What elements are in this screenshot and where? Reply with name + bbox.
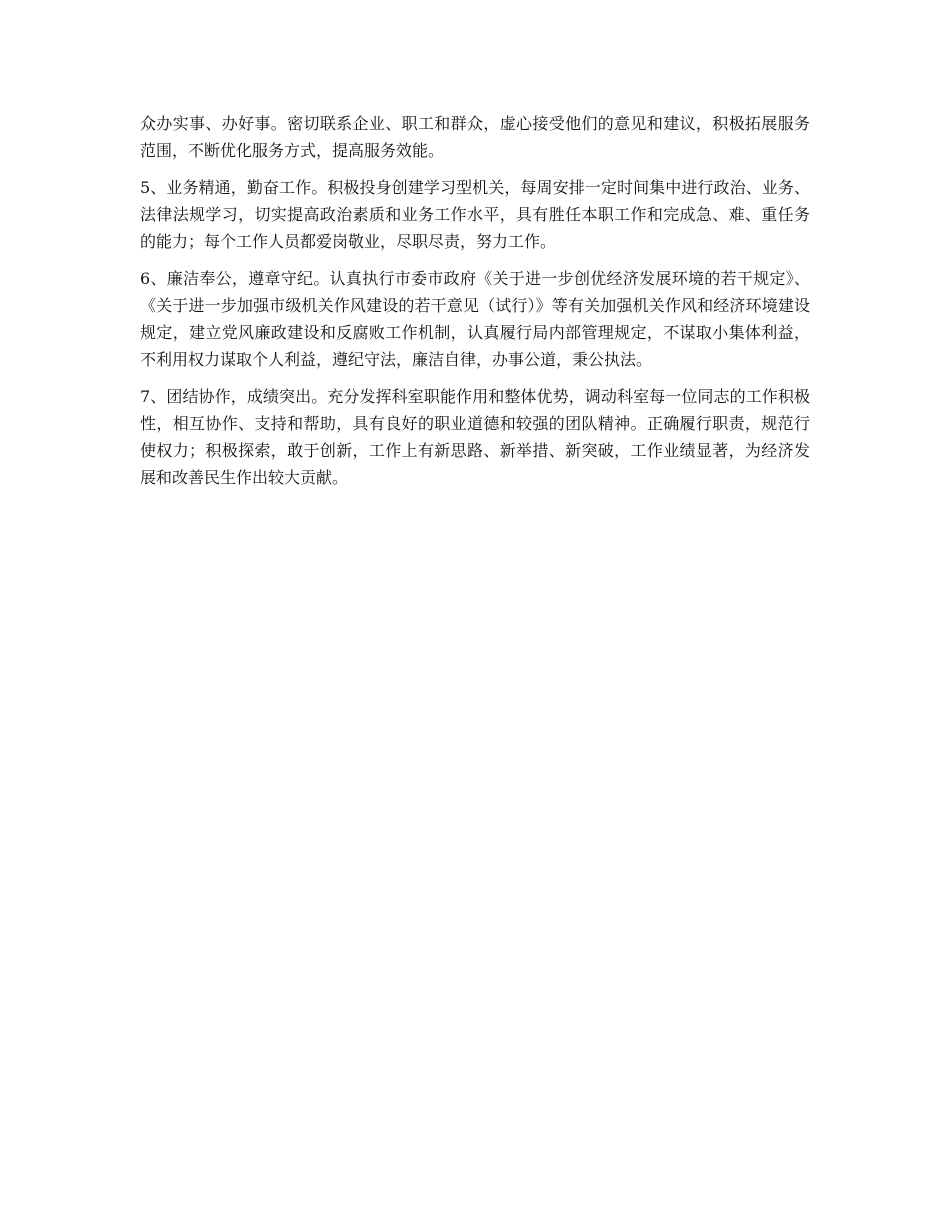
paragraph-item-7: 7、团结协作，成绩突出。充分发挥科室职能作用和整体优势，调动科室每一位同志的工作积极性，相互协作、支持和帮助，具有良好的职业道德和较强的团队精神。正确履行职责，规范行使权力；积极探索，敢于创新，工作上有新思路、新举措、新突破，工作业绩显著，为经济发展和改善民生作出较大贡献。	[140, 387, 810, 487]
document-body	[140, 110, 810, 501]
paragraph-item-6: 6、廉洁奉公，遵章守纪。认真执行市委市政府《关于进一步创优经济发展环境的若干规定》、《关于进一步加强市级机关作风建设的若干意见（试行）》等有关加强机关作风和经济环境建设规定，建立党风廉政建设和反腐败工作机制，认真履行局内部管理规定，不谋取小集体利益，不利用权力谋取个人利益，遵纪守法，廉洁自律，办事公道，秉公执法。	[140, 269, 810, 369]
paragraph-item-5: 5、业务精通，勤奋工作。积极投身创建学习型机关，每周安排一定时间集中进行政治、业务、法律法规学习，切实提高政治素质和业务工作水平，具有胜任本职工作和完成急、难、重任务的能力；每个工作人员都爱岗敬业，尽职尽责，努力工作。	[140, 178, 810, 251]
paragraph-continuation: 众办实事、办好事。密切联系企业、职工和群众，虚心接受他们的意见和建议，积极拓展服务范围，不断优化服务方式，提高服务效能。	[140, 114, 810, 160]
